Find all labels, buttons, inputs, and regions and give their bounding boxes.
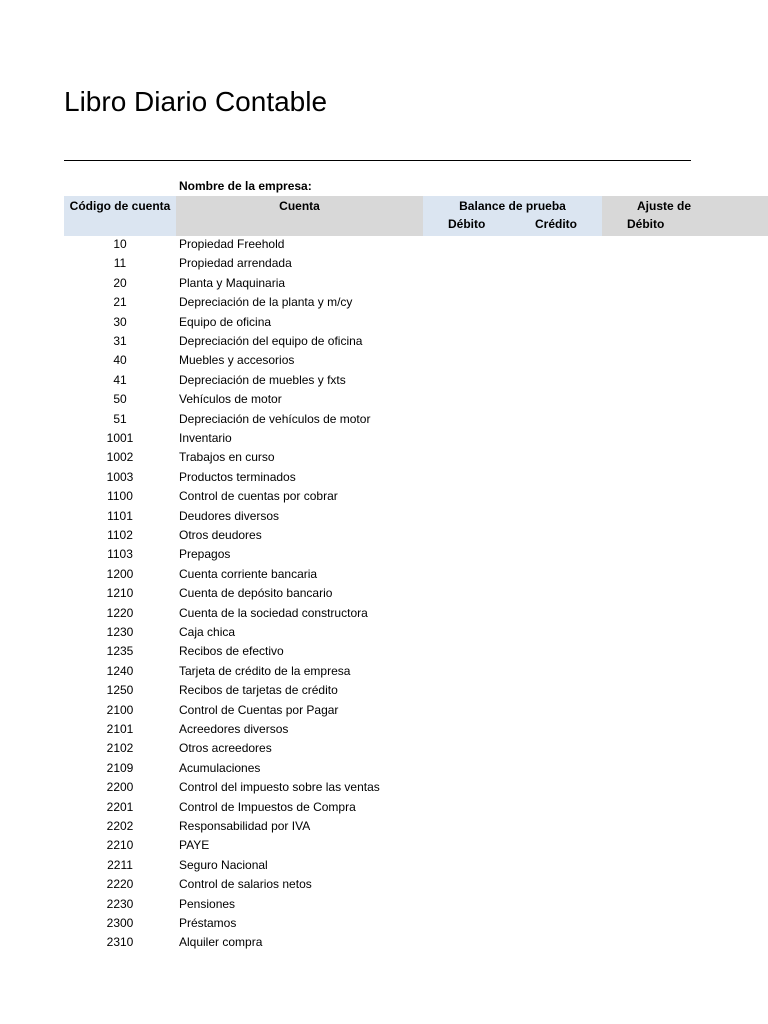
account-code: 1250: [106, 683, 134, 698]
table-row: [0, 313, 768, 332]
account-name: Propiedad Freehold: [179, 237, 285, 251]
account-code: 1200: [106, 566, 134, 581]
table-row: [0, 332, 768, 351]
account-code: 2310: [106, 935, 134, 950]
account-code: 20: [113, 275, 127, 290]
account-code: 40: [113, 353, 127, 368]
account-code: 51: [113, 411, 127, 426]
account-code: 2101: [106, 722, 134, 736]
table-row: [0, 720, 768, 739]
table-row: [0, 681, 768, 700]
account-name: Control de salarios netos: [179, 877, 312, 892]
account-name: Caja chica: [179, 625, 236, 639]
account-name: Control de cuentas por cobrar: [179, 489, 338, 504]
table-row: [0, 371, 768, 390]
account-name: Acumulaciones: [179, 760, 261, 775]
table-row: [0, 487, 768, 506]
header-tb-credit: Crédito: [535, 217, 577, 231]
account-name: Responsabilidad por IVA: [179, 819, 311, 833]
table-row: [0, 584, 768, 603]
account-name: Depreciación de muebles y fxts: [179, 372, 346, 387]
account-name: Préstamos: [179, 916, 237, 930]
account-name: Cuenta de la sociedad constructora: [179, 605, 368, 620]
table-row: [0, 914, 768, 933]
account-code: 1100: [107, 489, 133, 504]
table-row: [0, 798, 768, 817]
account-code: 1001: [106, 431, 134, 445]
account-code: 2100: [106, 702, 134, 717]
account-code: 2200: [106, 780, 134, 795]
table-row: [0, 759, 768, 778]
account-name: Vehículos de motor: [179, 392, 282, 407]
account-name: Recibos de efectivo: [179, 644, 284, 659]
table-row: [0, 739, 768, 758]
table-row: [0, 507, 768, 526]
account-code: 41: [113, 372, 127, 387]
account-code: 2230: [106, 896, 134, 911]
table-row: [0, 817, 768, 836]
table-row: [0, 642, 768, 661]
table-row: [0, 701, 768, 720]
table-row: [0, 429, 768, 448]
table-row: [0, 448, 768, 467]
account-name: Muebles y accesorios: [179, 353, 295, 368]
account-name: Trabajos en curso: [179, 450, 275, 465]
account-name: Equipo de oficina: [179, 314, 272, 329]
table-row: [0, 545, 768, 564]
account-code: 1103: [107, 547, 133, 562]
account-code: 1220: [106, 605, 134, 620]
table-row: [0, 390, 768, 409]
header-tb-debit: Débito: [448, 217, 486, 231]
account-name: Recibos de tarjetas de crédito: [179, 683, 338, 698]
account-name: Seguro Nacional: [179, 857, 268, 872]
account-code: 30: [113, 314, 127, 329]
account-name: Control de Cuentas por Pagar: [179, 702, 339, 717]
table-row: [0, 351, 768, 370]
account-code: 2210: [106, 838, 134, 853]
company-name-label: Nombre de la empresa:: [179, 179, 312, 193]
account-code: 2201: [106, 799, 134, 814]
account-code: 1102: [107, 528, 133, 542]
table-row: [0, 836, 768, 855]
header-adj-debit: Débito: [627, 217, 665, 231]
account-name: Pensiones: [179, 896, 236, 911]
account-code: 1003: [106, 469, 134, 484]
table-row: [0, 565, 768, 584]
account-code: 21: [113, 295, 127, 310]
document-title: Libro Diario Contable: [64, 86, 328, 117]
account-code: 11: [113, 256, 127, 271]
account-code: 1002: [106, 450, 134, 465]
account-name: Productos terminados: [179, 469, 296, 484]
account-name: Acreedores diversos: [179, 722, 289, 736]
account-name: Propiedad arrendada: [179, 256, 292, 271]
account-code: 10: [113, 237, 127, 251]
table-row: [0, 254, 768, 273]
table-row: [0, 410, 768, 429]
account-name: Alquiler compra: [179, 935, 263, 950]
account-name: Control de Impuestos de Compra: [179, 799, 356, 814]
table-row: [0, 875, 768, 894]
header-code: Código de cuenta: [69, 199, 171, 213]
title-divider: [64, 160, 691, 161]
account-name: Cuenta de depósito bancario: [179, 586, 333, 601]
table-row: [0, 778, 768, 797]
account-name: Prepagos: [179, 547, 231, 562]
header-adjustment: Ajuste de: [637, 199, 692, 213]
table-row: [0, 604, 768, 623]
account-name: Depreciación del equipo de oficina: [179, 334, 363, 348]
account-code: 2109: [106, 760, 134, 775]
account-name: Tarjeta de crédito de la empresa: [179, 663, 351, 678]
account-code: 50: [113, 392, 127, 407]
table-row: [0, 623, 768, 642]
table-row: [0, 933, 768, 952]
account-name: Inventario: [179, 431, 232, 445]
account-code: 2220: [106, 877, 134, 892]
table-row: [0, 856, 768, 875]
account-name: Cuenta corriente bancaria: [179, 566, 318, 581]
account-name: Otros acreedores: [179, 741, 272, 756]
account-name: Depreciación de vehículos de motor: [179, 411, 371, 426]
account-code: 31: [113, 334, 127, 348]
table-row: [0, 293, 768, 312]
account-code: 2102: [106, 741, 134, 756]
table-row: [0, 274, 768, 293]
account-code: 2211: [107, 857, 133, 872]
table-row: [0, 468, 768, 487]
account-code: 2300: [106, 916, 134, 930]
table-row: [0, 662, 768, 681]
table-row: [0, 235, 768, 254]
account-name: Deudores diversos: [179, 508, 280, 523]
account-code: 2202: [106, 819, 134, 833]
account-name: PAYE: [179, 838, 210, 853]
header-account: Cuenta: [279, 199, 320, 213]
table-row: [0, 895, 768, 914]
account-name: Control del impuesto sobre las ventas: [179, 780, 380, 795]
account-code: 1101: [107, 508, 133, 523]
account-code: 1240: [106, 663, 134, 678]
account-name: Planta y Maquinaria: [179, 275, 286, 290]
account-code: 1230: [106, 625, 134, 639]
account-code: 1235: [106, 644, 134, 659]
table-row: [0, 526, 768, 545]
header-trial-balance: Balance de prueba: [459, 199, 566, 213]
account-name: Otros deudores: [179, 528, 262, 542]
account-code: 1210: [106, 586, 134, 601]
account-name: Depreciación de la planta y m/cy: [179, 295, 353, 310]
